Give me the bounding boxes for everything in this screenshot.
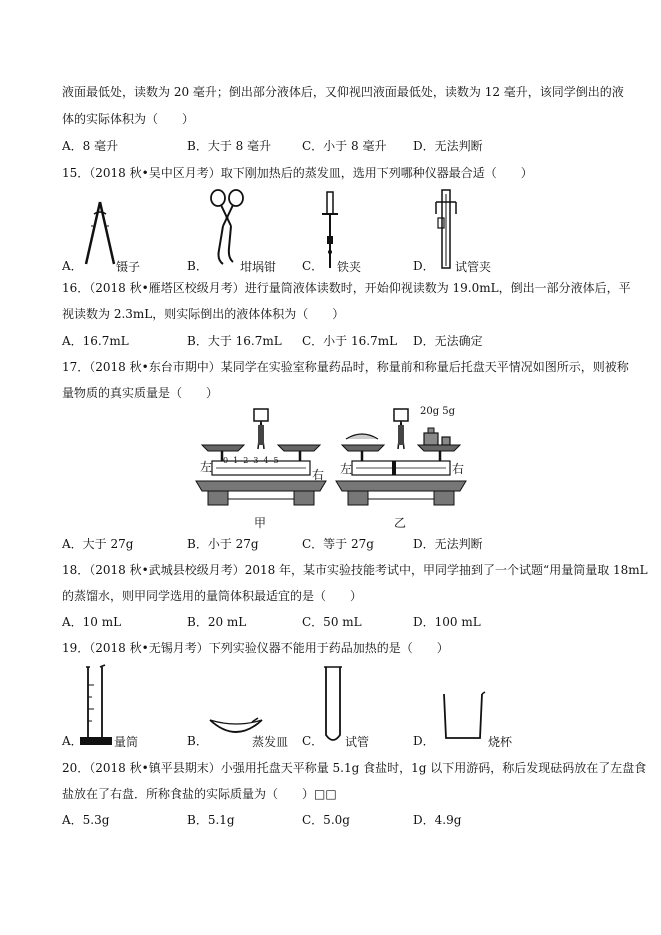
q16-option-d[interactable]: D．无法确定: [413, 334, 483, 348]
q16-line2: 视读数为 2.3mL，则实际倒出的液体体积为（ ）: [62, 307, 345, 321]
q16-option-a[interactable]: A．16.7mL: [62, 334, 129, 348]
q16-option-b[interactable]: B．大于 16.7mL: [187, 334, 282, 348]
q17-line1: 17．（2018 秋•东台市期中）某同学在实验室称量药品时，称量前和称量后托盘天平情况如图所示，则被称: [62, 360, 629, 374]
balance-before-right: 右: [312, 468, 325, 482]
q17-line2: 量物质的真实质量是（ ）: [62, 386, 219, 400]
balance-after-right: 右: [452, 462, 465, 476]
q14-line1: 液面最低处，读数为 20 毫升；倒出部分液体后，又仰视凹液面最低处，读数为 12 毫升，该同学倒出的液: [62, 85, 624, 99]
scale-tick-4: 4: [263, 456, 274, 465]
q15-stem: 15．（2018 秋•吴中区月考）取下刚加热后的蒸发皿，选用下列哪种仪器最合适（ ）: [62, 166, 533, 180]
scale-tick-3: 3: [253, 456, 264, 465]
q15-option-a[interactable]: A．: [62, 259, 83, 273]
q20-line1: 20．（2018 秋•镇平县期末）小强用托盘天平称量 5.1g 食盐时，1g 以下用游码，称后发现砝码放在了左盘食: [62, 761, 647, 775]
q18-line1: 18．（2018 秋•武城县校级月考）2018 年，某市实验技能考试中，甲同学抽到了一个试题“用量筒量取 18mL: [62, 563, 648, 577]
q19-option-d[interactable]: D．: [413, 734, 435, 748]
balance-after-image: [336, 405, 466, 515]
q19-option-a[interactable]: A．: [62, 734, 83, 748]
scale-tick-0: 0: [223, 456, 234, 465]
q19-label-a: 量筒: [114, 735, 139, 749]
q20-line2: 盐放在了右盘．所称食盐的实际质量为（ ）□□: [62, 787, 337, 801]
q16-option-c[interactable]: C．小于 16.7mL: [302, 334, 398, 348]
q18-option-a[interactable]: A．10 mL: [62, 615, 122, 629]
test-tube-image: [322, 665, 344, 747]
caption-b: 乙: [394, 516, 407, 530]
q15-label-c: 铁夹: [337, 260, 362, 274]
q14-option-a[interactable]: A．8 毫升: [62, 139, 119, 153]
scale-tick-5: 5: [273, 456, 284, 465]
scale-tick-1: 1: [233, 456, 244, 465]
q15-label-d: 试管夹: [455, 260, 492, 274]
q17-option-c[interactable]: C．等于 27g: [302, 537, 374, 551]
q18-option-c[interactable]: C．50 mL: [302, 615, 362, 629]
beaker-image: [440, 692, 486, 742]
q20-option-b[interactable]: B．5.1g: [187, 813, 235, 827]
q17-option-b[interactable]: B．小于 27g: [187, 537, 259, 551]
q14-option-d[interactable]: D．无法判断: [413, 139, 483, 153]
q14-option-b[interactable]: B．大于 8 毫升: [187, 139, 272, 153]
graduated-cylinder-image: [78, 665, 114, 747]
scale-ticks-a: [223, 456, 284, 465]
q15-label-b: 坩埚钳: [240, 260, 277, 274]
caption-a: 甲: [254, 516, 267, 530]
q19-label-c: 试管: [345, 735, 370, 749]
q17-option-a[interactable]: A．大于 27g: [62, 537, 134, 551]
q19-option-b[interactable]: B．: [187, 734, 208, 748]
q14-line2: 体的实际体积为（ ）: [62, 112, 195, 126]
q19-label-b: 蒸发皿: [252, 735, 289, 749]
q19-stem: 19．（2018 秋•无锡月考）下列实验仪器不能用于药品加热的是（ ）: [62, 641, 449, 655]
q20-option-d[interactable]: D．4.9g: [413, 813, 462, 827]
q19-option-c[interactable]: C．: [302, 734, 324, 748]
q18-option-b[interactable]: B．20 mL: [187, 615, 247, 629]
q18-line2: 的蒸馏水，则甲同学选用的量筒体积最适宜的是（ ）: [62, 589, 363, 603]
q17-option-d[interactable]: D．无法判断: [413, 537, 483, 551]
q20-option-c[interactable]: C．5.0g: [302, 813, 350, 827]
q14-option-c[interactable]: C．小于 8 毫升: [302, 139, 387, 153]
scale-tick-2: 2: [243, 456, 254, 465]
q15-option-c[interactable]: C．: [302, 259, 324, 273]
q20-option-a[interactable]: A．5.3g: [62, 813, 110, 827]
q16-line1: 16．（2018 秋•雁塔区校级月考）进行量筒液体读数时，开始仰视读数为 19.0mL，倒出一部分液体后，平: [62, 281, 631, 295]
q18-option-d[interactable]: D．100 mL: [413, 615, 481, 629]
q19-label-d: 烧杯: [488, 735, 513, 749]
tweezers-image: [80, 200, 120, 268]
balance-after-left: 左: [340, 462, 353, 476]
q15-option-d[interactable]: D．: [413, 259, 435, 273]
weights-label: 20g 5g: [420, 406, 456, 417]
q15-option-b[interactable]: B．: [187, 259, 208, 273]
q15-label-a: 镊子: [116, 260, 141, 274]
balance-before-left: 左: [200, 460, 213, 474]
